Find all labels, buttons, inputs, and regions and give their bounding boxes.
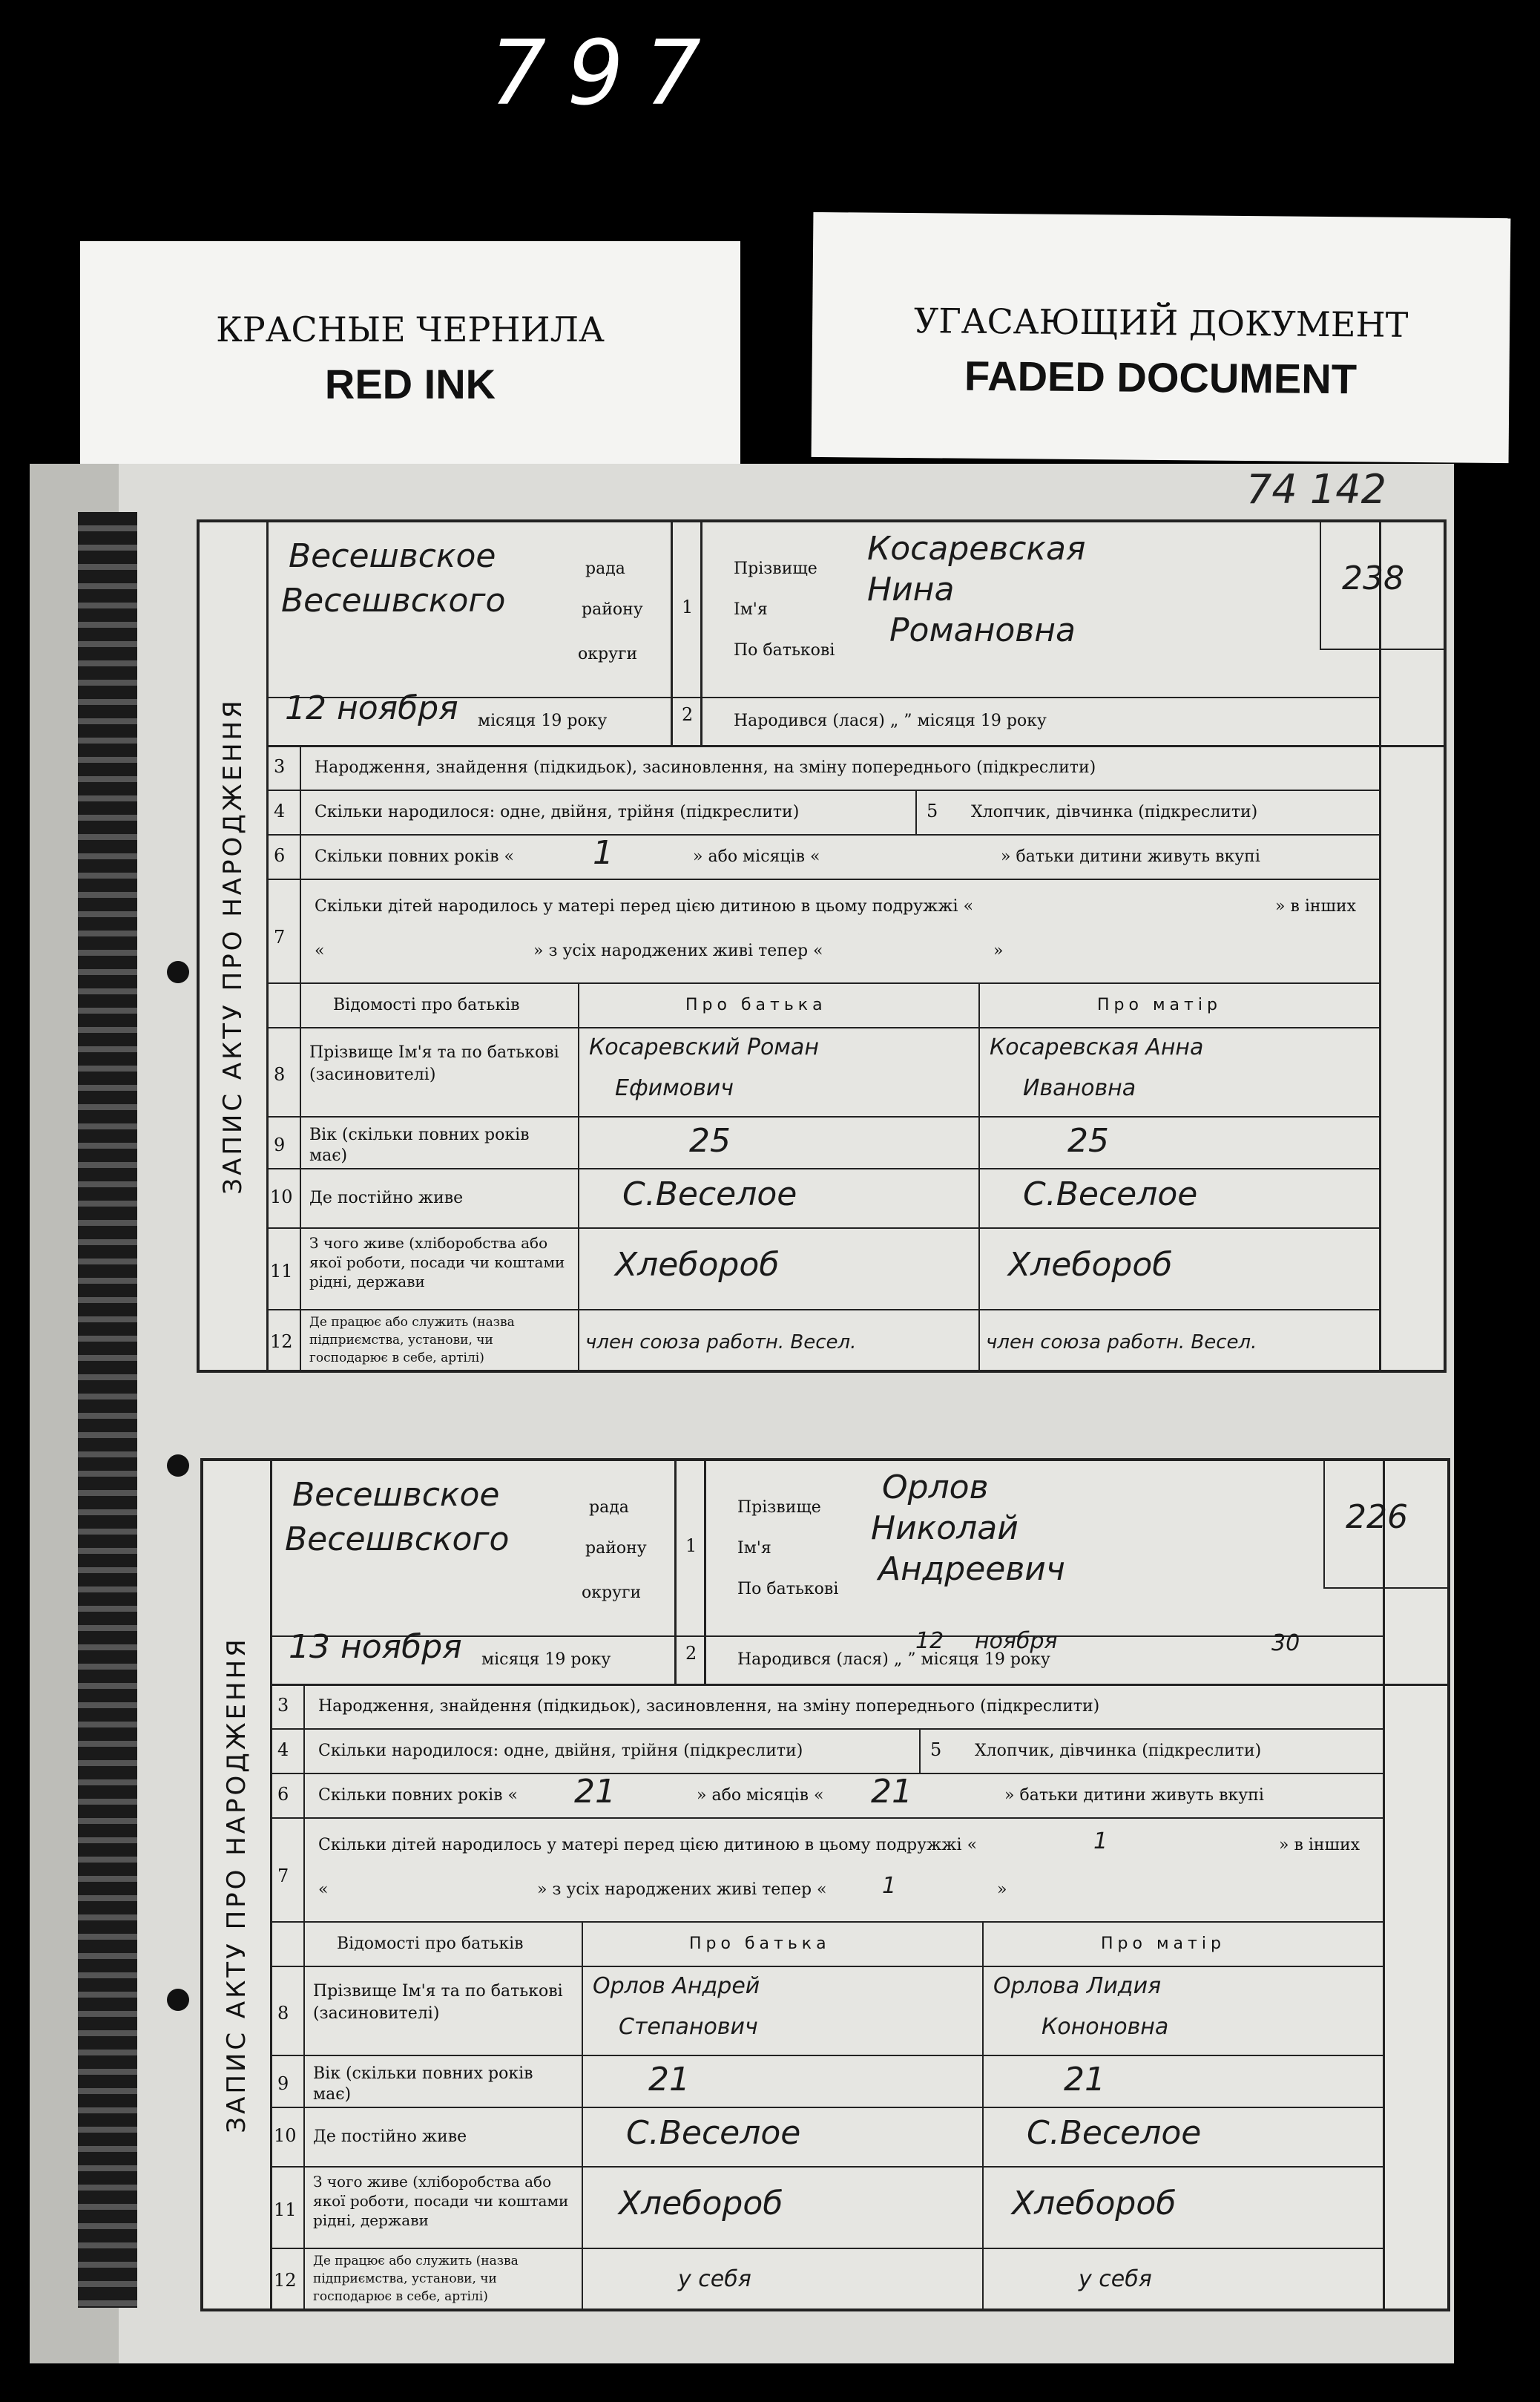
vertical-title: ЗАПИС АКТУ ПРО НАРОДЖЕННЯ xyxy=(218,698,248,1195)
row7-a: Скільки дітей народилось у матері перед цією дитиною в цьому подружжі « xyxy=(315,897,974,916)
vertical-title-box xyxy=(200,522,269,1370)
okruhy-label: округи xyxy=(578,645,638,663)
row6-b: » або місяців « xyxy=(693,847,820,866)
mother-age: 21 xyxy=(1064,2061,1105,2099)
children-before: 1 xyxy=(1093,1828,1108,1854)
born-day: 12 xyxy=(915,1628,944,1654)
mother-header: Про матір xyxy=(1097,996,1222,1014)
father-age: 25 xyxy=(689,1122,731,1160)
row4-label: Скільки народилося: одне, двійня, трійня (підкреслити) xyxy=(315,803,800,821)
father-residence: С.Веселое xyxy=(626,2114,801,2152)
name-label: Ім'я xyxy=(737,1539,771,1558)
children-alive: 1 xyxy=(882,1873,897,1899)
mother-name-1: Орлова Лидия xyxy=(993,1973,1162,1999)
row7-d: » з усіх народжених живі тепер « xyxy=(533,942,823,960)
r12-label: Де працює або служить (назва підприємства, установи, чи господарює в себе, артілі) xyxy=(313,2254,519,2304)
rada-label: рада xyxy=(589,1498,629,1517)
mother-age: 25 xyxy=(1067,1122,1109,1160)
born-label: Народився (лася) „ ” місяця 19 року xyxy=(737,1650,1050,1669)
father-header: Про батька xyxy=(685,996,827,1014)
name-value: Николай xyxy=(871,1509,1019,1547)
mother-name-1: Косаревская Анна xyxy=(990,1034,1204,1060)
mother-income: Хлебороб xyxy=(1012,2185,1177,2222)
father-income: Хлебороб xyxy=(615,1246,780,1284)
r10-label: Де постійно живе xyxy=(313,2127,467,2146)
born-month: ноября xyxy=(975,1628,1058,1654)
record-date-label: місяця 19 року xyxy=(481,1650,611,1669)
row3-label: Народження, знайдення (підкидьок), засиновлення, на зміну попереднього (підкреслити) xyxy=(318,1697,1100,1716)
r8-label: Прізвище Ім'я та по батькові (засиновителі) xyxy=(309,1043,559,1084)
mother-work: у себя xyxy=(1079,2266,1152,2292)
row6-a: Скільки повних років « xyxy=(315,847,514,866)
father-name-2: Степанович xyxy=(619,2014,758,2040)
binding-thread xyxy=(78,512,137,2308)
record-number: 238 xyxy=(1342,560,1404,597)
r11-label: З чого живе (хліборобства або якої роботи, посади чи коштами рідні, держави xyxy=(313,2173,569,2229)
surname-label: Прізвище xyxy=(737,1498,821,1517)
father-age: 21 xyxy=(648,2061,690,2099)
mother-name-2: Ивановна xyxy=(1023,1075,1136,1101)
row5-label: Хлопчик, дівчинка (підкреслити) xyxy=(971,803,1258,821)
row6-a: Скільки повних років « xyxy=(318,1786,518,1805)
r9-label: Вік (скільки повних років має) xyxy=(313,2064,533,2104)
row6-b: » або місяців « xyxy=(697,1786,824,1805)
record-date-label: місяця 19 року xyxy=(478,712,608,730)
row7-b: » в інших xyxy=(1275,897,1357,916)
father-header: Про батька xyxy=(689,1935,831,1953)
patronymic-value: Романовна xyxy=(889,611,1076,649)
raion-value: Весешвского xyxy=(285,1520,510,1558)
name-label: Ім'я xyxy=(734,600,768,619)
patronymic-value: Андреевич xyxy=(878,1550,1065,1588)
row4-label: Скільки народилося: одне, двійня, трійня (підкреслити) xyxy=(318,1742,803,1760)
faded-document-ru: УГАСАЮЩИЙ ДОКУМЕНТ xyxy=(913,301,1409,345)
mother-residence: С.Веселое xyxy=(1027,2114,1202,2152)
months-together: 21 xyxy=(871,1773,912,1811)
father-income: Хлебороб xyxy=(619,2185,783,2222)
r8-label: Прізвище Ім'я та по батькові (засиновителі) xyxy=(313,1982,563,2023)
mother-header: Про матір xyxy=(1101,1935,1225,1953)
r10-label: Де постійно живе xyxy=(309,1189,464,1207)
surname-value: Орлов xyxy=(882,1469,989,1506)
surname-label: Прізвище xyxy=(734,560,817,578)
father-name-1: Косаревский Роман xyxy=(589,1034,819,1060)
row7-e: » xyxy=(997,1880,1007,1899)
row6-c: » батьки дитини живуть вкупі xyxy=(1004,1786,1264,1805)
rada-value: Весешвское xyxy=(292,1476,500,1514)
father-work: член союза работн. Весел. xyxy=(585,1331,857,1353)
vertical-title-box xyxy=(203,1461,272,2309)
father-residence: С.Веселое xyxy=(622,1175,797,1213)
row3-label: Народження, знайдення (підкидьок), засиновлення, на зміну попереднього (підкреслити) xyxy=(315,758,1096,777)
mother-residence: С.Веселое xyxy=(1023,1175,1198,1213)
patronymic-label: По батькові xyxy=(737,1580,839,1598)
row5-label: Хлопчик, дівчинка (підкреслити) xyxy=(975,1742,1262,1760)
years-together: 21 xyxy=(574,1773,616,1811)
father-name-1: Орлов Андрей xyxy=(593,1973,760,1999)
raion-label: району xyxy=(582,600,643,619)
row7-c: « xyxy=(318,1880,329,1899)
r9-label: Вік (скільки повних років має) xyxy=(309,1126,530,1165)
parents-label: Відомості про батьків xyxy=(333,996,520,1014)
rada-label: рада xyxy=(585,560,625,578)
faded-document-tag xyxy=(812,212,1511,463)
row7-b: » в інших xyxy=(1279,1836,1360,1854)
red-ink-tag xyxy=(80,241,740,464)
name-value: Нина xyxy=(867,571,955,608)
record-number: 226 xyxy=(1346,1498,1408,1536)
red-ink-ru: КРАСНЫЕ ЧЕРНИЛА xyxy=(216,309,605,350)
parents-label: Відомості про батьків xyxy=(337,1935,524,1953)
punch-hole xyxy=(167,1454,189,1477)
row7-c: « xyxy=(315,942,325,960)
punch-hole xyxy=(167,961,189,983)
mother-income: Хлебороб xyxy=(1008,1246,1173,1284)
mother-work: член союза работн. Весел. xyxy=(986,1331,1257,1353)
r12-label: Де працює або служить (назва підприємства, установи, чи господарює в себе, артілі) xyxy=(309,1315,515,1365)
years-together: 1 xyxy=(593,834,613,872)
faded-document-en: FADED DOCUMENT xyxy=(964,352,1358,403)
vertical-title: ЗАПИС АКТУ ПРО НАРОДЖЕННЯ xyxy=(222,1636,251,2133)
born-year: 30 xyxy=(1271,1630,1300,1656)
birth-record-2: ЗАПИС АКТУ ПРО НАРОДЖЕННЯ Весешвское рада Весешвского району округи 13 ноября місяця 19 року 1 2 Прізвище Орлов Ім'я Николай По батькові Андреевич Народився (лася) „ ” місяця 19 року 12 ноября 30 226 3 Народження, знайдення (підкидьок), засиновлення, на зміну попереднього (підкреслити) 4 Скільки народилося: одне, двійня, трійня (підкреслити) 5 Хлопчик, дівчинка (підкреслити) 6 Скільки повних років « 21 » або місяців « 21 » батьки дитини живуть вкупі 7 Скільки дітей народилось у матері перед цією дитиною в цьому подружжі « 1 » в інших « » з усіх народжених живі тепер « 1 » Відомості про батьків Про батька Про матір 8 Прізвище Ім'я та по батькові (засиновителі) Орлов Андрей Степанович Орлова Лидия Кононовна 9 Вік (скільки повних років має) 21 21 10 Де постійно живе С.Веселое С.Веселое 11 З чого живе (хліборобства або якої роботи, посади чи коштами рідні, держави Хлебороб Хлебороб 12 Де працює або служить (назва підприємства, установи, чи господарює в себе, артілі) у себя у себя xyxy=(200,1458,1450,2311)
rada-value: Весешвское xyxy=(289,537,496,575)
row7-a: Скільки дітей народилось у матері перед цією дитиною в цьому подружжі « xyxy=(318,1836,978,1854)
raion-label: району xyxy=(585,1539,647,1558)
patronymic-label: По батькові xyxy=(734,641,835,660)
punch-hole xyxy=(167,1989,189,2011)
record-date: 13 ноября xyxy=(289,1628,462,1666)
row7-e: » xyxy=(993,942,1004,960)
mother-name-2: Кононовна xyxy=(1042,2014,1169,2040)
row7-d: » з усіх народжених живі тепер « xyxy=(537,1880,827,1899)
father-work: у себя xyxy=(678,2266,751,2292)
birth-record-1: ЗАПИС АКТУ ПРО НАРОДЖЕННЯ Весешвское рада Весешвского району округи 12 ноября місяця 19 року 1 2 Прізвище Косаревская Ім'я Нина По батькові Романовна Народився (лася) „ ” місяця 19 року 238 3 Народження, знайдення (підкидьок), засиновлення, на зміну попереднього (підкреслити) 4 Скільки народилося: одне, двійня, трійня (підкреслити) 5 Хлопчик, дівчинка (підкреслити) 6 Скільки повних років « 1 » або місяців « » батьки дитини живуть вкупі 7 Скільки дітей народилось у матері перед цією дитиною в цьому подружжі « » в інших « » з усіх народжених живі тепер « » Відомості про батьків Про батька Про матір 8 Прізвище Ім'я та по батькові (засиновителі) Косаревский Роман Ефимович Косаревская Анна Ивановна 9 Вік (скільки повних років має) 25 25 10 Де постійно живе С.Веселое С.Веселое 11 З чого живе (хліборобства або якої роботи, посади чи коштами рідні, держави Хлебороб Хлебороб 12 Де працює або служить (назва підприємства, установи, чи господарює в себе, артілі) член союза работн. Весел. член союза работн. Весел. xyxy=(197,519,1447,1373)
r11-label: З чого живе (хліборобства або якої роботи, посади чи коштами рідні, держави xyxy=(309,1234,565,1290)
frame-number: 797 xyxy=(490,22,723,125)
record-date: 12 ноября xyxy=(285,689,458,727)
surname-value: Косаревская xyxy=(867,530,1086,568)
red-ink-en: RED INK xyxy=(324,361,496,407)
row6-c: » батьки дитини живуть вкупі xyxy=(1001,847,1260,866)
corner-note: 74 142 xyxy=(1246,466,1386,513)
raion-value: Весешвского xyxy=(281,582,506,620)
okruhy-label: округи xyxy=(582,1584,642,1602)
father-name-2: Ефимович xyxy=(615,1075,734,1101)
born-label: Народився (лася) „ ” місяця 19 року xyxy=(734,712,1047,730)
